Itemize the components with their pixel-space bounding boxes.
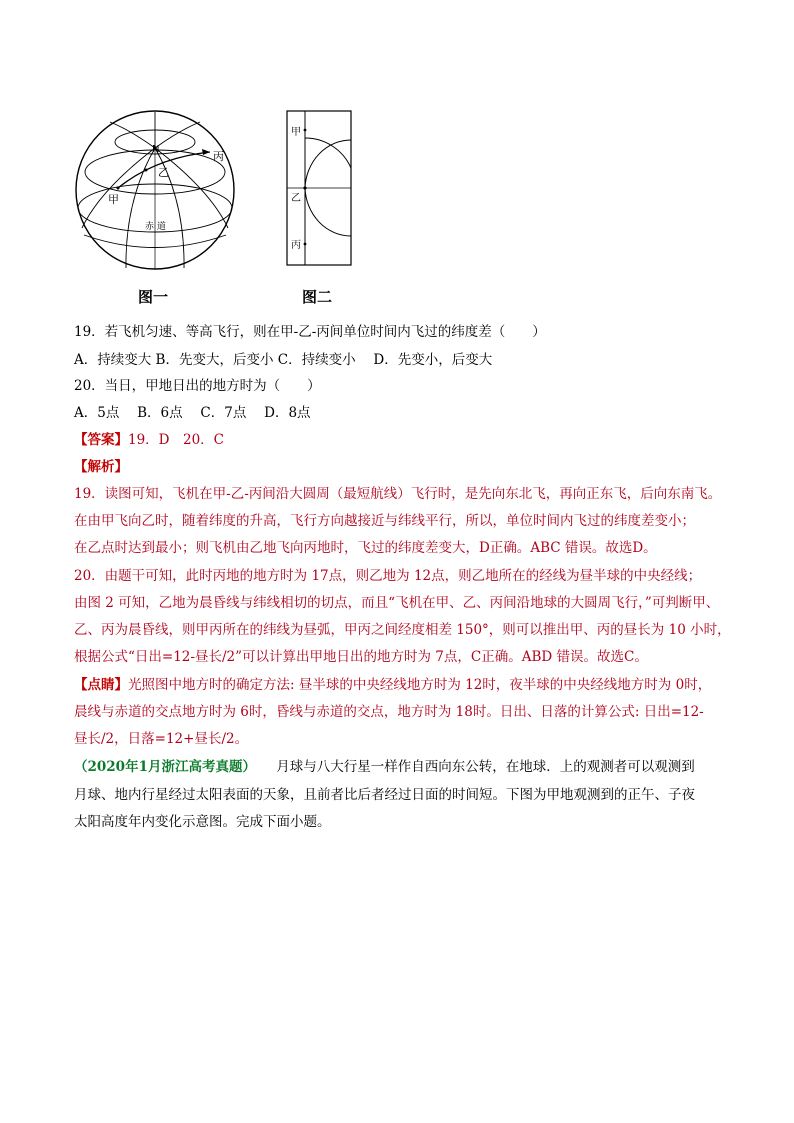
next-problem-line (74, 757, 734, 777)
label-n: N (152, 144, 160, 155)
answer-text: 19．D 20．C (128, 432, 225, 448)
question-20-options: A．5点 B．6点 C．7点 D．8点 (74, 405, 311, 421)
next-problem-line: 太阳高度年内变化示意图。完成下面小题。 (74, 814, 331, 830)
next-problem-line: 月球、地内行星经过太阳表面的天象，且前者比后者经过日面的时间短。下图为甲地观测到的正午、子夜 (74, 787, 695, 803)
question-19: 19．若飞机匀速、等高飞行，则在甲-乙-丙间单位时间内飞过的纬度差（ ） (74, 324, 546, 340)
label-yi: 乙 (291, 193, 301, 204)
terminator-diagram (286, 110, 352, 266)
answer-line (74, 430, 734, 450)
question-19-options: A．持续变大 B．先变大，后变小 C．持续变小 D．先变小，后变大 (74, 352, 493, 368)
analysis-line: 19．读图可知，飞机在甲-乙-丙间沿大圆周（最短航线）飞行时，是先向东北飞，再向正东飞，后向东南飞。 (74, 486, 722, 502)
problem-source: （2020年1月浙江高考真题） (74, 759, 250, 775)
figure-2-caption: 图二 (302, 288, 333, 306)
globe-diagram (70, 110, 240, 270)
question-20: 20．当日，甲地日出的地方时为（ ） (74, 378, 321, 394)
tip-text: 光照图中地方时的确定方法: 昼半球的中央经线地方时为 12时，夜半球的中央经线地方时为 0时， (128, 677, 712, 693)
label-bing: 丙 (213, 150, 224, 163)
tip-line: 晨线与赤道的交点地方时为 6时，昏线与赤道的交点，地方时为 18时。日出、日落的计算公式: 日出=12- (74, 704, 704, 720)
tip-line: 昼长/2，日落=12+昼长/2。 (74, 731, 249, 747)
label-jia: 甲 (291, 127, 301, 138)
analysis-line: 乙、丙为晨昏线，则甲丙所在的纬线为昼弧，甲丙之间经度相差 150°，则可以推出甲、丙的昼长为 10 小时， (74, 622, 731, 638)
analysis-line: 根据公式“日出=12-昼长/2”可以计算出甲地日出的地方时为 7点，C正确。ABD 错误。故选C。 (74, 649, 648, 665)
label-equator: 赤 道 (145, 222, 166, 232)
answer-tag: 【答案】 (74, 432, 128, 448)
tip-line (74, 675, 734, 695)
analysis-line: 在由甲飞向乙时，随着纬度的升高，飞行方向越接近与纬线平行，所以，单位时间内飞过的纬度差变小； (74, 513, 695, 529)
analysis-line: 20．由题干可知，此时丙地的地方时为 17点，则乙地为 12点，则乙地所在的经线为昼半球的中央经线； (74, 568, 702, 584)
label-jia: 甲 (108, 193, 119, 206)
label-bing: 丙 (291, 240, 301, 251)
tip-tag: 【点睛】 (74, 677, 128, 693)
label-yi: 乙 (158, 166, 169, 179)
figure-1-caption: 图一 (138, 288, 169, 306)
analysis-line: 由图 2 可知，乙地为晨昏线与纬线相切的切点，而且“飞机在甲、乙、丙间沿地球的大圆周飞行，”可判断甲、 (74, 595, 720, 611)
analysis-tag: 【解析】 (74, 459, 128, 475)
analysis-line: 在乙点时达到最小；则飞机由乙地飞向丙地时，飞过的纬度差变大，D正确。ABC 错误。故选D。 (74, 540, 657, 556)
problem-text: 月球与八大行星一样作自西向东公转，在地球．上的观测者可以观测到 (249, 759, 695, 775)
